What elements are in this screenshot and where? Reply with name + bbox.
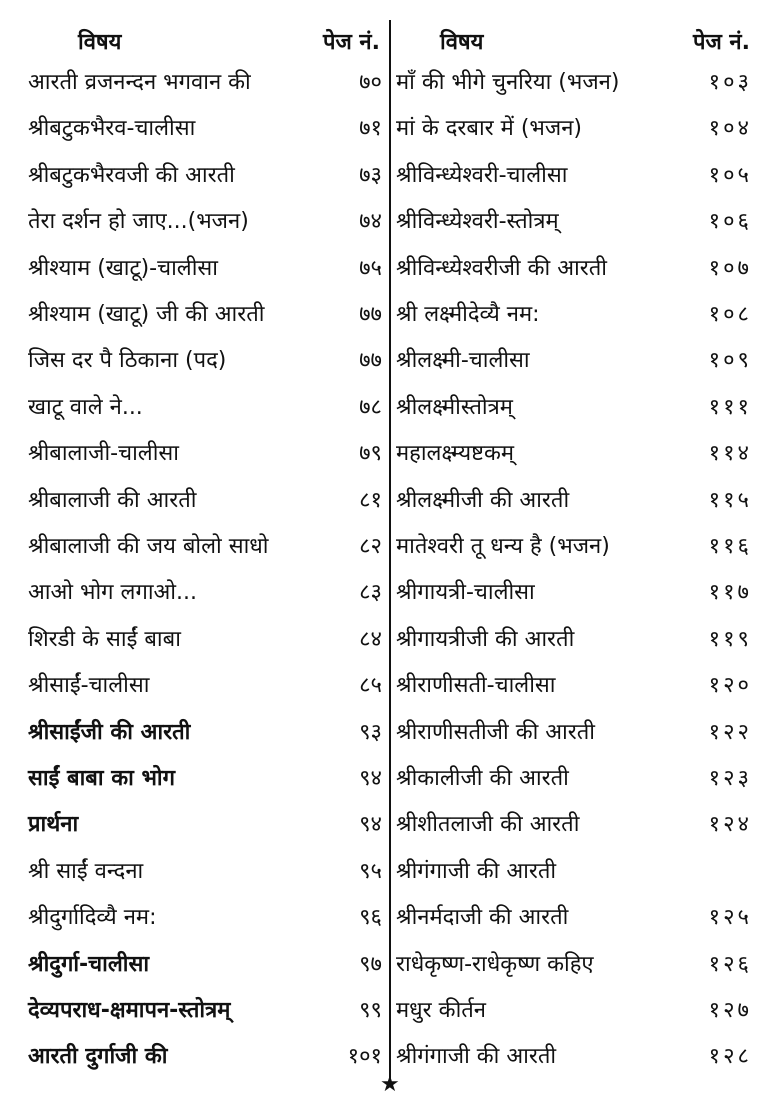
left-entry-page: ९६ xyxy=(359,905,382,931)
left-entry-page: १०१ xyxy=(347,1044,382,1070)
left-entry-page: ८२ xyxy=(359,534,382,559)
right-entry-title: श्रीलक्ष्मी-चालीसा xyxy=(396,348,530,374)
right-entry-title: श्रीगायत्रीजी की आरती xyxy=(396,626,575,652)
right-entry-title: मातेश्वरी तू धन्य है (भजन) xyxy=(396,534,610,559)
table-row xyxy=(0,1040,780,1084)
left-entry-title: खाटू वाले ने... xyxy=(28,394,143,420)
table-row xyxy=(0,669,780,713)
left-entry-page: ८५ xyxy=(359,673,382,699)
left-entry-title: शिरडी के साईं बाबा xyxy=(28,626,181,652)
right-entry-title: श्रीकालीजी की आरती xyxy=(396,766,569,791)
right-entry-title: श्रीनर्मदाजी की आरती xyxy=(396,905,569,931)
star-ornament-icon: ★ xyxy=(380,1072,400,1097)
table-row xyxy=(0,484,780,528)
right-entry-page: १२० xyxy=(708,673,752,699)
left-entry-title: आरती व्रजनन्दन भगवान की xyxy=(28,70,251,95)
left-entry-page: ७८ xyxy=(359,394,382,420)
right-entry-page: १२५ xyxy=(708,905,752,931)
left-page-header: पेज नं. xyxy=(322,30,380,55)
left-entry-page: ९९ xyxy=(359,998,382,1023)
table-row xyxy=(0,901,780,945)
left-entry-title: आओ भोग लगाओ... xyxy=(28,580,198,606)
table-row xyxy=(0,159,780,203)
left-entry-page: ८१ xyxy=(359,487,382,513)
right-subject-header: विषय xyxy=(440,30,484,55)
table-row xyxy=(0,855,780,899)
right-page-header: पेज नं. xyxy=(692,30,750,55)
left-entry-title: देव्यपराध-क्षमापन-स्तोत्रम् xyxy=(28,998,231,1023)
right-entry-page: ११६ xyxy=(708,534,752,559)
table-row xyxy=(0,576,780,620)
right-entry-page: ११४ xyxy=(708,441,752,467)
right-entry-title: श्रीराणीसतीजी की आरती xyxy=(396,719,596,745)
left-entry-title: साईं बाबा का भोग xyxy=(28,766,176,791)
table-row xyxy=(0,344,780,388)
right-entry-title: श्रीगंगाजी की आरती xyxy=(396,858,557,884)
left-subject-header: विषय xyxy=(78,30,122,55)
right-entry-page: ११९ xyxy=(708,626,752,652)
right-entry-title: श्रीविन्ध्येश्वरी-स्तोत्रम् xyxy=(396,209,559,235)
right-entry-title: श्रीलक्ष्मीजी की आरती xyxy=(396,487,570,513)
left-entry-title: श्रीसाईंजी की आरती xyxy=(28,719,191,745)
right-entry-page: १२२ xyxy=(708,719,752,745)
right-entry-page: १०९ xyxy=(708,348,752,374)
right-entry-title: श्रीलक्ष्मीस्तोत्रम् xyxy=(396,394,513,420)
right-entry-title: मधुर कीर्तन xyxy=(396,998,487,1023)
left-entry-page: ७४ xyxy=(359,209,382,235)
table-row xyxy=(0,948,780,992)
right-entry-page: १२३ xyxy=(708,766,752,791)
table-row xyxy=(0,112,780,156)
right-entry-title: श्रीविन्ध्येश्वरीजी की आरती xyxy=(396,255,607,281)
right-entry-page: १०४ xyxy=(708,116,752,142)
left-entry-title: श्री साईं वन्दना xyxy=(28,858,144,884)
right-entry-page: १०७ xyxy=(708,255,752,281)
left-entry-page: ८४ xyxy=(359,626,382,652)
left-entry-page: ७९ xyxy=(359,441,382,467)
right-entry-title: श्रीविन्ध्येश्वरी-चालीसा xyxy=(396,162,568,188)
table-row xyxy=(0,716,780,760)
right-entry-title: श्रीगायत्री-चालीसा xyxy=(396,580,535,606)
right-entry-title: माँ की भीगे चुनरिया (भजन) xyxy=(396,70,620,95)
left-entry-title: श्रीदुर्गादिव्यै नम: xyxy=(28,905,157,931)
table-row xyxy=(0,252,780,296)
right-entry-page: १११ xyxy=(708,394,752,420)
left-entry-title: श्रीबालाजी की जय बोलो साधो xyxy=(28,534,269,559)
table-row xyxy=(0,762,780,806)
right-entry-title: श्रीगंगाजी की आरती xyxy=(396,1044,557,1070)
left-entry-page: ९४ xyxy=(359,766,382,791)
right-entry-page: १०५ xyxy=(708,162,752,188)
left-entry-page: ७७ xyxy=(359,348,382,374)
right-entry-title: राधेकृष्ण-राधेकृष्ण कहिए xyxy=(396,951,594,977)
left-entry-page: ९४ xyxy=(359,812,382,838)
left-entry-page: ७० xyxy=(359,70,382,95)
right-entry-page: १२४ xyxy=(708,812,752,838)
left-entry-page: ९५ xyxy=(359,858,382,884)
left-entry-title: श्रीबटुकभैरवजी की आरती xyxy=(28,162,235,188)
right-entry-title: महालक्ष्म्यष्टकम् xyxy=(396,441,515,467)
left-entry-title: श्रीसाईं-चालीसा xyxy=(28,673,150,699)
left-entry-page: ७१ xyxy=(359,116,382,142)
left-entry-page: ७३ xyxy=(359,162,382,188)
left-entry-title: तेरा दर्शन हो जाए...(भजन) xyxy=(28,209,249,235)
left-entry-title: प्रार्थना xyxy=(28,812,79,838)
left-entry-title: आरती दुर्गाजी की xyxy=(28,1044,168,1070)
right-entry-page: १२७ xyxy=(708,998,752,1023)
right-entry-page: १०६ xyxy=(708,209,752,235)
right-entry-title: श्रीराणीसती-चालीसा xyxy=(396,673,556,699)
table-row xyxy=(0,437,780,481)
right-entry-title: श्री लक्ष्मीदेव्यै नम: xyxy=(396,302,540,327)
right-entry-page: १०३ xyxy=(708,70,752,95)
left-entry-page: ८३ xyxy=(359,580,382,606)
table-row xyxy=(0,391,780,435)
right-entry-page: १२६ xyxy=(708,951,752,977)
table-row xyxy=(0,994,780,1038)
left-entry-title: श्रीबटुकभैरव-चालीसा xyxy=(28,116,196,142)
left-entry-title: श्रीश्याम (खाटू)-चालीसा xyxy=(28,255,218,281)
right-entry-page: ११७ xyxy=(708,580,752,606)
left-entry-title: श्रीबालाजी-चालीसा xyxy=(28,441,179,467)
table-row xyxy=(0,66,780,110)
right-entry-page: १२८ xyxy=(708,1044,752,1070)
right-entry-title: श्रीशीतलाजी की आरती xyxy=(396,812,580,838)
table-row xyxy=(0,808,780,852)
left-entry-page: ७५ xyxy=(359,255,382,281)
left-entry-title: श्रीबालाजी की आरती xyxy=(28,487,197,513)
right-entry-page: ११५ xyxy=(708,487,752,513)
left-entry-page: ७७ xyxy=(359,302,382,327)
left-entry-title: श्रीदुर्गा-चालीसा xyxy=(28,951,150,977)
right-entry-title: मां के दरबार में (भजन) xyxy=(396,116,582,142)
left-entry-page: ९७ xyxy=(359,951,382,977)
table-row xyxy=(0,623,780,667)
right-entry-page: १०८ xyxy=(708,302,752,327)
table-row xyxy=(0,298,780,342)
table-row xyxy=(0,205,780,249)
left-entry-title: जिस दर पै ठिकाना (पद) xyxy=(28,348,227,374)
left-entry-page: ९३ xyxy=(359,719,382,745)
table-row xyxy=(0,530,780,574)
left-entry-title: श्रीश्याम (खाटू) जी की आरती xyxy=(28,302,265,327)
